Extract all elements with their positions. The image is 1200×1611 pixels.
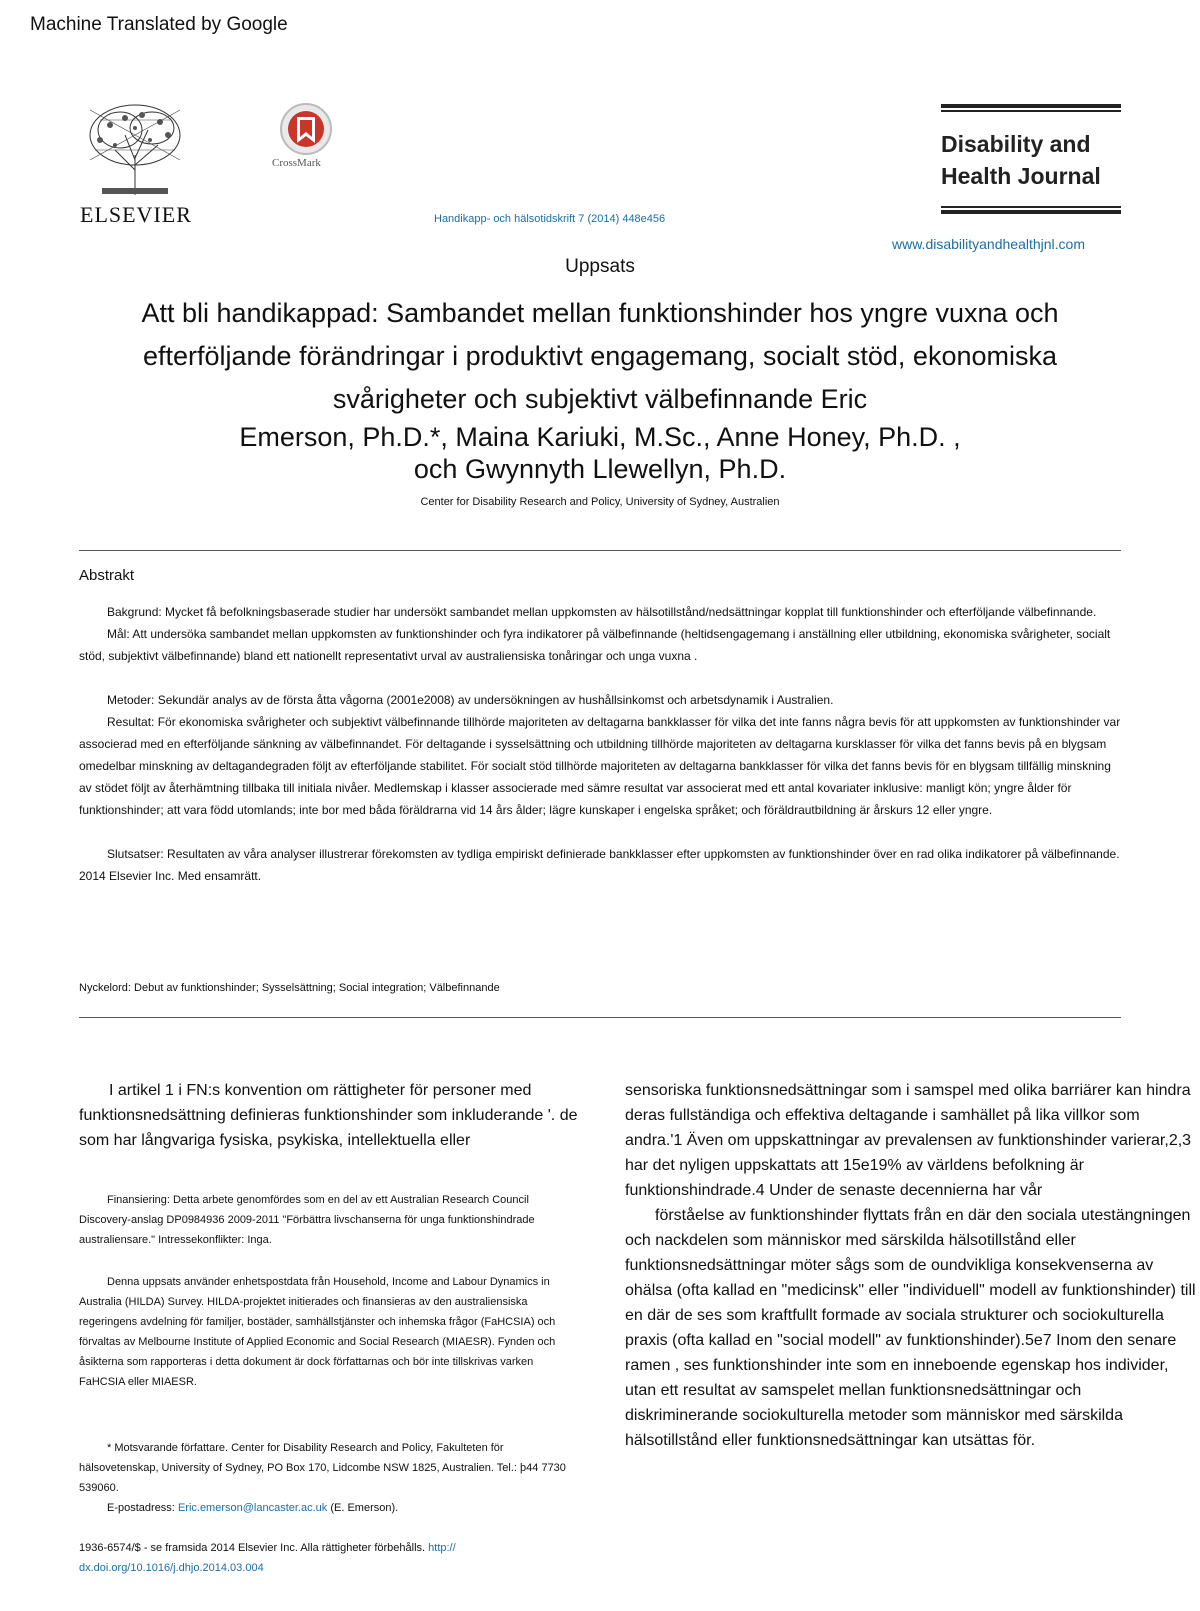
elsevier-logo — [80, 100, 190, 200]
keywords: Nyckelord: Debut av funktionshinder; Sysselsättning; Social integration; Välbefinnande — [79, 982, 500, 994]
body-paragraph-left: I artikel 1 i FN:s konvention om rättigheter för personer med funktionsnedsättning definieras funktionshinder som inkluderande '. de som har långvariga fysiska, psykiska, intellektuella eller — [79, 1082, 578, 1149]
crossmark-logo[interactable] — [280, 103, 332, 160]
authors-line2: och Gwynnyth Llewellyn, Ph.D. — [413, 454, 787, 484]
footnote-funding-text: Finansiering: Detta arbete genomfördes som en del av ett Australian Research Council Discovery-anslag DP0984936 2009-2011 "Förbättra livschanserna för unga funktionshindrade australiensare." Intressekonflikter: Inga. — [79, 1194, 535, 1246]
abstract-results: Resultat: För ekonomiska svårigheter och subjektivt välbefinnande tillhörde majoriteten av deltagarna bankklasser för vilka det inte fanns några bevis för att uppkomsten av funktionshinder var associerad med en efterföljande sänkning av välbefinnandet. För deltagande i sysselsättning och utbildning tillhörde majoriteten av deltagarna kursklasser för vilka det fanns bevis på en blygsam omedelbar minskning av deltagandegraden följt av efterföljande stabilitet. För socialt stöd tillhörde majoriteten av deltagarna bankklasser för vilka det fanns bevis för en blygsam tillfällig minskning av stödet följt av återhämtning tillbaka till initiala nivåer. Medlemskap i klasser associerade med sämre resultat var associerat med ett antal kovariater inklusive: manligt kön; yngre ålder för funktionshinder; att vara född utomlands; inte bor med båda föräldrarna vid 14 års ålder; lägre kunskaper i engelska språket; och föräldrautbildning är årskurs 12 eller yngre. — [79, 715, 1121, 817]
journal-citation: Handikapp- och hälsotidskrift 7 (2014) 448e456 — [434, 213, 666, 225]
journal-name-line1: Disability and — [941, 131, 1091, 157]
affiliation: Center for Disability Research and Policy, University of Sydney, Australien — [420, 496, 780, 508]
article-title-line3: svårigheter och subjektivt välbefinnande Eric — [332, 384, 868, 414]
body-right-column — [625, 1078, 1197, 1453]
journal-title-rule-bottom — [941, 206, 1121, 208]
footnote-issn — [79, 1538, 599, 1578]
crossmark-label: CrossMark — [272, 157, 321, 169]
doi-link-part1[interactable]: http:// — [428, 1542, 456, 1554]
body-left-column — [79, 1078, 599, 1153]
abstract-heading: Abstrakt — [79, 567, 135, 584]
abstract-conclusions: Slutsatser: Resultaten av våra analyser illustrerar förekomsten av tydliga empiriskt definierade bankklasser efter uppkomsten av funktionshinder över en rad olika indikatorer på välbefinnande. 2014 Elsevier Inc. Med ensamrätt. — [79, 847, 1120, 883]
abstract-body — [79, 601, 1121, 887]
journal-title-rule-top — [941, 104, 1121, 108]
footnote-email — [79, 1498, 569, 1518]
article-title — [60, 292, 1140, 421]
email-suffix: (E. Emerson). — [330, 1502, 399, 1514]
footnote-corresponding-text: * Motsvarande författare. Center for Disability Research and Policy, Fakulteten för hälsovetenskap, University of Sydney, PO Box 170, Lidcombe NSW 1825, Australien. Tel.: þ44 7730 539060. — [79, 1442, 566, 1494]
translation-banner: Machine Translated by Google — [30, 14, 288, 35]
journal-title-block — [941, 102, 1121, 216]
authors-line1: Emerson, Ph.D.*, Maina Kariuki, M.Sc., Anne Honey, Ph.D. , — [239, 422, 961, 452]
body-paragraph-right-1: sensoriska funktionsnedsättningar som i samspel med olika barriärer kan hindra deras fullständiga och effektiva deltagande i samhället på lika villkor som andra.'1 Även om uppskattningar av prevalensen av funktionshinder varierar,2,3 har det nyligen uppskattats att 15e19% av världens befolkning är funktionshindrade.4 Under de senaste decennierna har vår — [625, 1082, 1192, 1199]
abstract-methods: Metoder: Sekundär analys av de första åtta vågorna (2001e2008) av undersökningen av hushållsinkomst och arbetsdynamik i Australien. — [107, 693, 834, 707]
journal-title-rule-bottom-2 — [941, 210, 1121, 214]
journal-name-line2: Health Journal — [941, 163, 1101, 189]
footnote-funding — [79, 1190, 569, 1250]
abstract-rule-bottom — [79, 1017, 1121, 1018]
abstract-rule-top — [79, 550, 1121, 551]
footnote-hilda — [79, 1272, 569, 1392]
abstract-background: Bakgrund: Mycket få befolkningsbaserade studier har undersökt sambandet mellan uppkomsten av hälsotillstånd/nedsättningar kopplat till funktionshinder och efterföljande välbefinnande. — [107, 605, 1097, 619]
issn-line — [79, 1538, 599, 1558]
journal-title-rule-top-2 — [941, 110, 1121, 112]
crossmark-icon[interactable] — [280, 103, 332, 155]
article-title-line1: Att bli handikappad: Sambandet mellan funktionshinder hos yngre vuxna och — [141, 298, 1059, 328]
footnote-hilda-text: Denna uppsats använder enhetspostdata från Household, Income and Labour Dynamics in Australia (HILDA) Survey. HILDA-projektet initierades och finansieras av den australiensiska regeringens avdelning för familjer, bostäder, samhällstjänster och inhemska frågor (FaHCSIA) och förvaltas av Melbourne Institute of Applied Economic and Social Research (MIAESR). Fynden och åsikterna som rapporteras i detta dokument är dock författarnas och bör inte tillskrivas varken FaHCSIA eller MIAESR. — [79, 1276, 556, 1388]
elsevier-tree-icon — [80, 100, 190, 200]
body-paragraph-right-2: förståelse av funktionshinder flyttats från en där den sociala utestängningen och nackdelen som människor med särskilda hälsotillstånd eller funktionsnedsättningar möter sågs som de oundvikliga konsekvenserna av ohälsa (ofta kallad en "medicinsk" eller "individuell" modell av funktionshinder) till en där de ses som kraftfullt formade av sociala strukturer och sociokulturella praxis (ofta kallad en "social modell" av funktionshinder).5e7 Inom den senare ramen , ses funktionshinder inte som en inneboende egenskap hos individer, utan ett resultat av samspelet mellan funktionsnedsättningar och diskriminerande sociokulturella metoder som människor med särskilda hälsotillstånd eller funktionsnedsättningar kan utsättas för. — [625, 1207, 1196, 1449]
email-link[interactable]: Eric.emerson@lancaster.ac.uk — [177, 1502, 328, 1514]
article-title-line2: efterföljande förändringar i produktivt engagemang, socialt stöd, ekonomiska — [142, 341, 1058, 371]
abstract-aim: Mål: Att undersöka sambandet mellan uppkomsten av funktionshinder och fyra indikatorer på välbefinnande (heltidsengagemang i anställning eller utbildning, ekonomiska svårigheter, socialt stöd, subjektivt välbefinnande) bland ett nationellt representativt urval av australiensiska tonåringar och unga vuxna . — [79, 627, 1111, 663]
footnote-corresponding — [79, 1438, 569, 1518]
issn-text: 1936-6574/$ - se framsida 2014 Elsevier Inc. Alla rättigheter förbehålls. — [79, 1542, 426, 1554]
doi-link[interactable]: dx.doi.org/10.1016/j.dhjo.2014.03.004 — [79, 1562, 264, 1574]
article-authors — [60, 421, 1140, 485]
elsevier-wordmark: ELSEVIER — [80, 202, 192, 227]
article-section: Uppsats — [565, 256, 635, 277]
journal-name — [941, 128, 1121, 192]
journal-url-link[interactable]: www.disabilityandhealthjnl.com — [892, 236, 1085, 252]
email-label: E-postadress: — [107, 1502, 175, 1514]
